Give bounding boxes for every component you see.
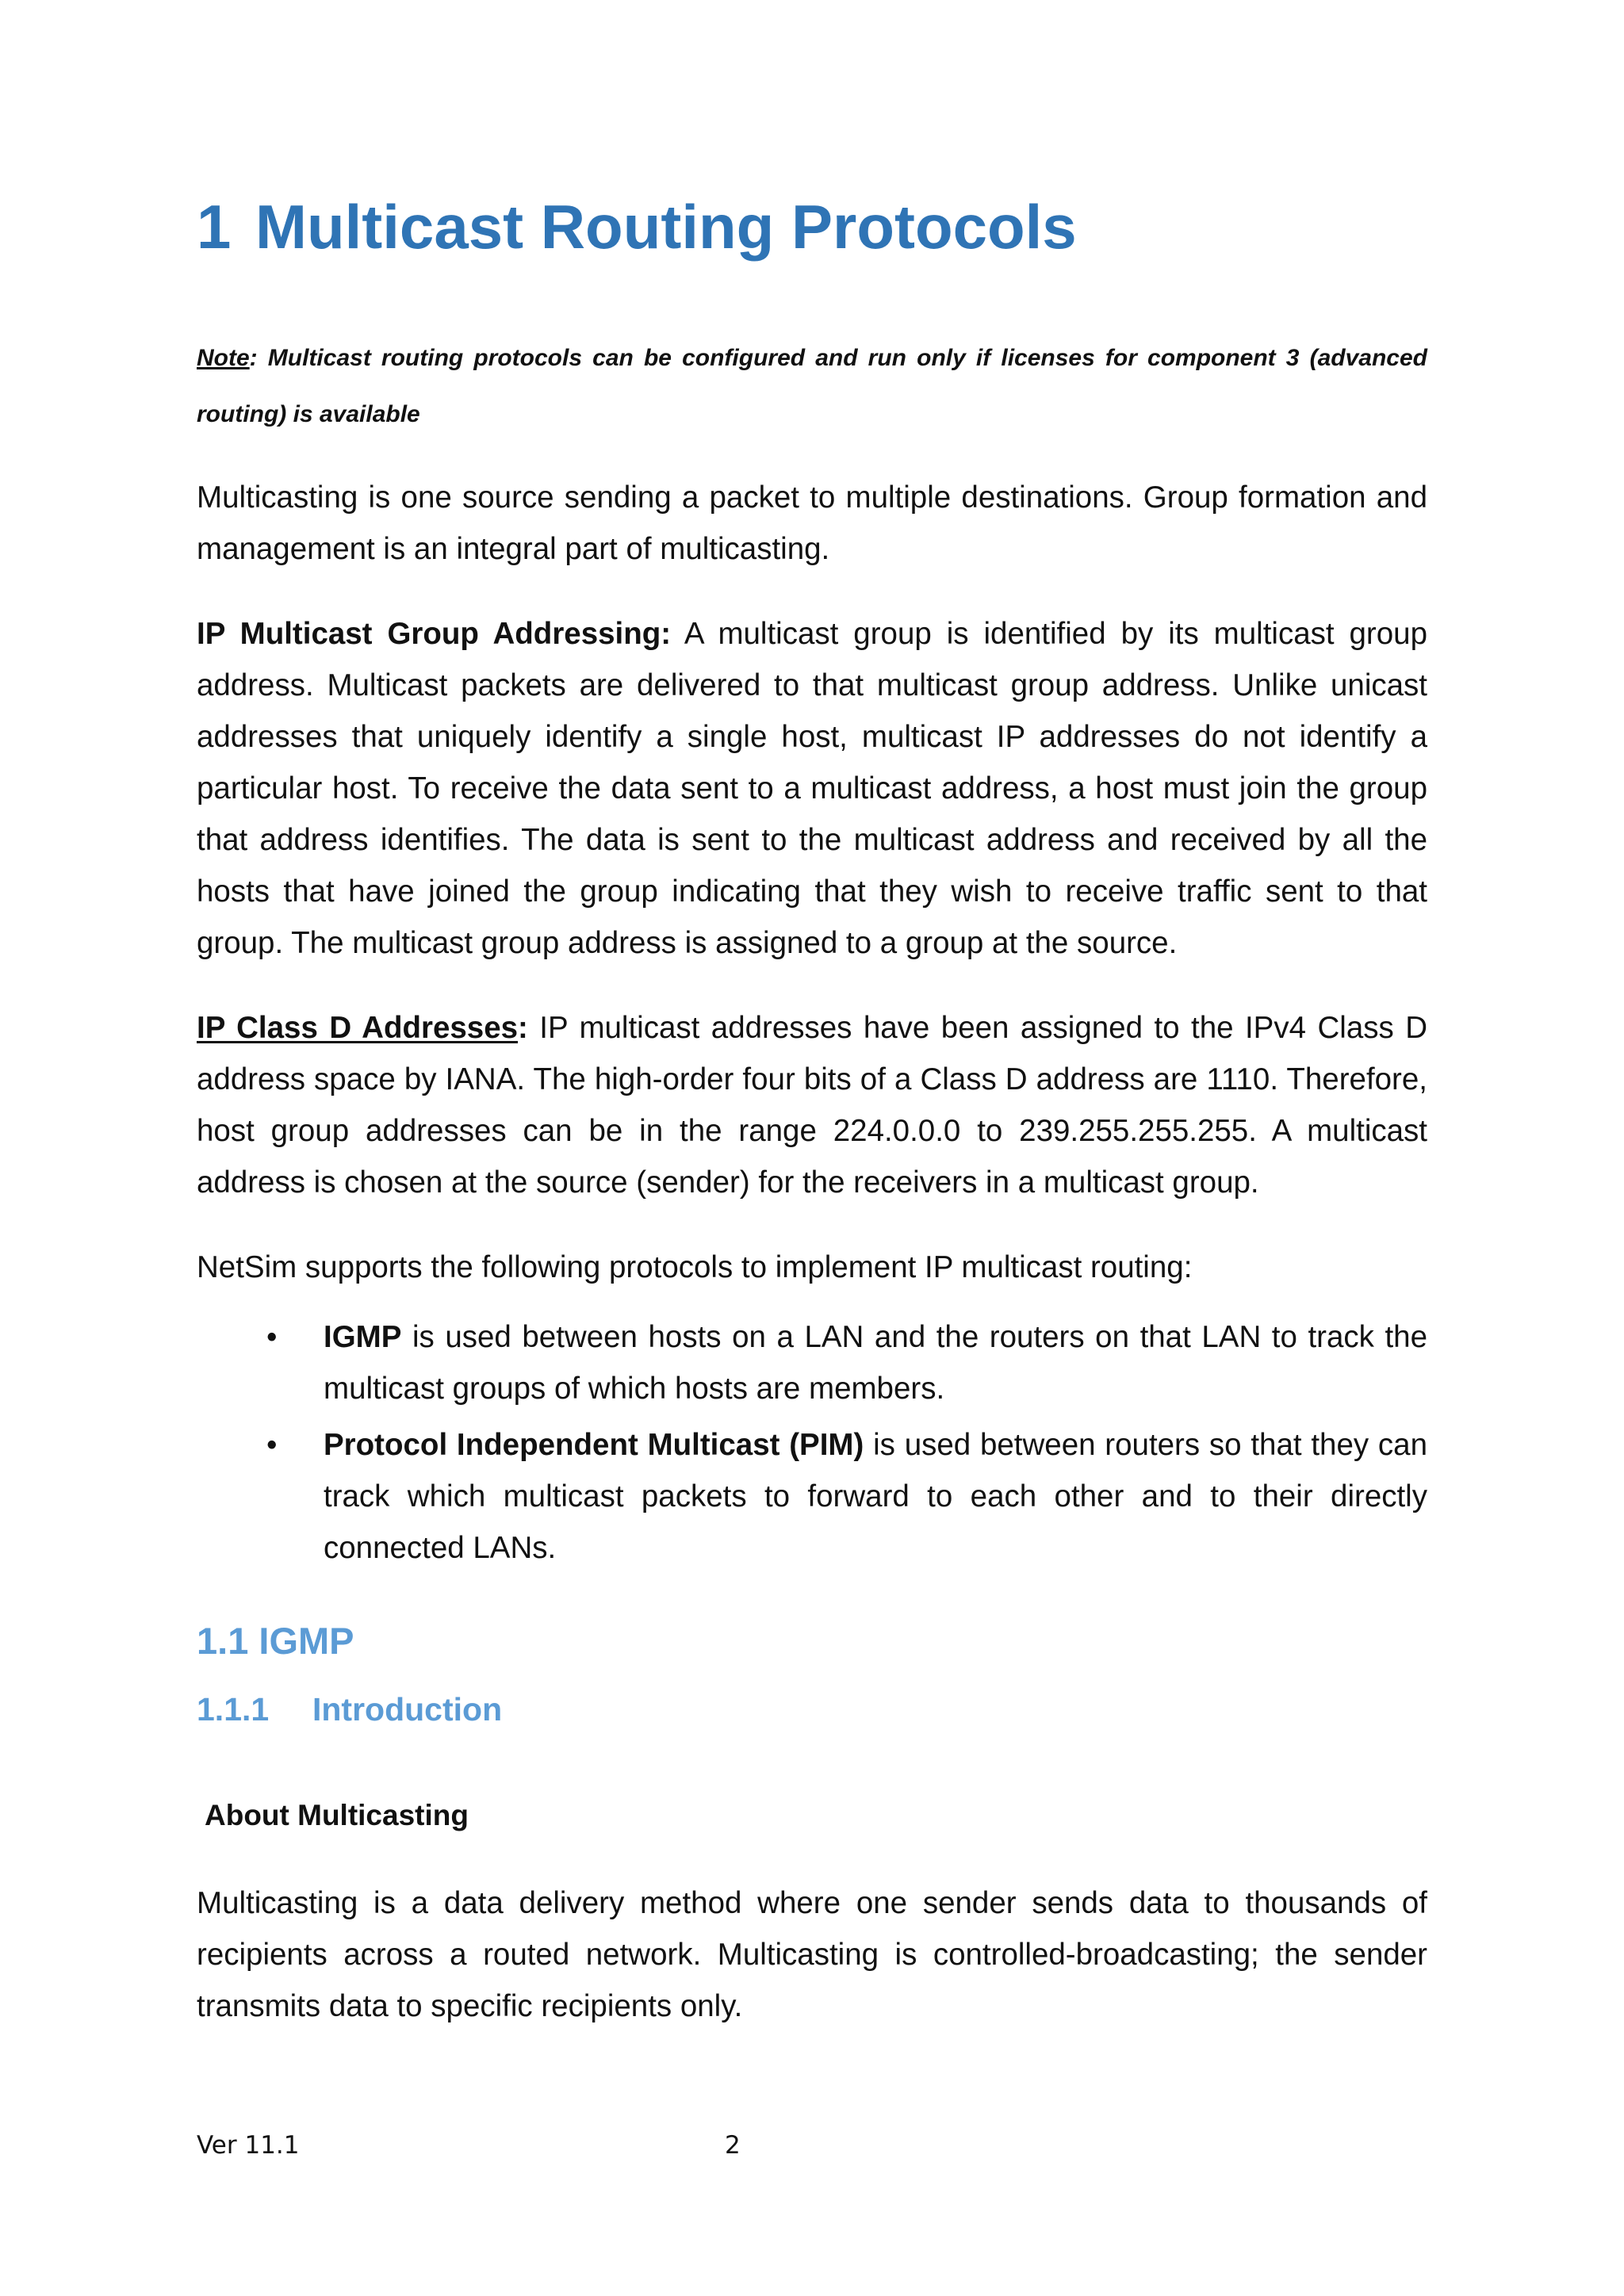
group-addressing-text: A multicast group is identified by its multicast group address. Multicast packets are delivered to that multicast group address. Unlike unicast addresses that uniquely identify a single host, multicast IP addresses do not identify a particular host. To receive the data sent to a multicast address, a host must join the group that address identifies. The data is sent to the multicast address and received by all the hosts that have joined the group indicating that they wish to receive traffic sent to that group. The multicast group address is assigned to a group at the source. <box>197 617 1427 960</box>
bullet-icon: • <box>266 1320 278 1354</box>
list-item-term: Protocol Independent Multicast (PIM) <box>324 1428 864 1462</box>
list-item <box>197 1311 1427 1414</box>
note-text: : Multicast routing protocols can be configured and run only if licenses for component 3 (advanced routing) is available <box>197 345 1427 427</box>
section-heading-igmp: 1.1 IGMP <box>197 1620 354 1662</box>
note-label: Note <box>197 345 250 371</box>
protocols-intro: NetSim supports the following protocols to implement IP multicast routing: <box>197 1250 1193 1284</box>
group-addressing-label: IP Multicast Group Addressing: <box>197 617 672 651</box>
chapter-title: Multicast Routing Protocols <box>255 192 1077 262</box>
subsection-heading-introduction <box>197 1690 502 1729</box>
list-item-description: is used between routers so that they can track which multicast packets to forward to each other and to their directly connected LANs. <box>324 1428 1427 1565</box>
bullet-icon: • <box>266 1428 278 1462</box>
intro-paragraph: Multicasting is one source sending a packet to multiple destinations. Group formation and management is an integral part of multicasting. <box>197 480 1427 566</box>
subsection-number: 1.1.1 <box>197 1691 270 1728</box>
footer-page-number: 2 <box>725 2131 741 2160</box>
list-item-term: IGMP <box>324 1320 402 1354</box>
class-d-label: IP Class D Addresses <box>197 1011 519 1045</box>
chapter-heading <box>197 190 1434 265</box>
class-d-colon: : <box>518 1011 528 1045</box>
chapter-number: 1 <box>197 192 232 262</box>
list-item <box>197 1419 1427 1574</box>
subsection-title: Introduction <box>312 1691 503 1728</box>
list-item-text <box>324 1419 1427 1574</box>
group-addressing-paragraph <box>197 608 1427 969</box>
footer-version: Ver 11.1 <box>197 2131 300 2160</box>
list-item-text <box>324 1311 1427 1414</box>
about-multicasting-paragraph: Multicasting is a data delivery method where one sender sends data to thousands of recipients across a routed network. Multicasting is controlled-broadcasting; the sender transmits data to specific recipients only. <box>197 1886 1427 2023</box>
list-item-description: is used between hosts on a LAN and the routers on that LAN to track the multicast groups of which hosts are members. <box>324 1320 1427 1406</box>
class-d-paragraph <box>197 1002 1427 1208</box>
class-d-text: IP multicast addresses have been assigned to the IPv4 Class D address space by IANA. The high-order four bits of a Class D address are 1110. Therefore, host group addresses can be in the range 224.0.0.0 to 239.255.255.255. A multicast address is chosen at the source (sender) for the receivers in a multicast group. <box>197 1011 1427 1200</box>
about-multicasting-heading: About Multicasting <box>205 1799 469 1831</box>
license-note <box>197 330 1427 442</box>
